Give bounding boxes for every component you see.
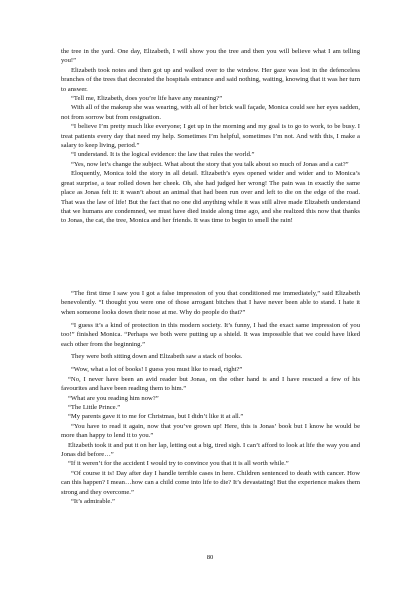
paragraph: Elizabeth took notes and then got up and walked over to the window. Her gaze was lost in the defenceless branches of the trees that decorated the hospitals entrance and said nothing, waiting, knowing that it was her turn to answer. xyxy=(61,66,360,93)
paragraph: They were both sitting down and Elizabeth saw a stack of books. xyxy=(71,353,243,361)
paragraph: “If it weren’t for the accident I would try to convince you that it is all worth while.” xyxy=(68,460,289,468)
paragraph: Elizabeth took it and put it on her lap, letting out a big, tired sigh. I can’t afford to look at life the way you and Jonas did before…” xyxy=(61,441,360,458)
paragraph: “You have to read it again, now that you’ve grown up! Here, this is Jonas’ book but I know he would be more than happy to lend it to you.” xyxy=(61,422,360,440)
paragraph: “Of course it is! Day after day I handle terrible cases in here. Children sentenced to death with cancer. How can this happen? I mean…how can a child come into life to die? It’s devastating! But the experience makes them strong and they overcome.” xyxy=(61,469,360,496)
paragraph: “Wow, what a lot of books! I guess you must like to read, right?” xyxy=(71,366,243,374)
page-number: 80 xyxy=(206,554,214,561)
paragraph: “Yes, now let’s change the subject. What about the story that you talk about so much of Jonas and a cat?” xyxy=(71,160,349,168)
paragraph: “What are you reading him now?” xyxy=(68,394,159,402)
paragraph: “My parents gave it to me for Christmas, but I didn’t like it at all.” xyxy=(68,413,244,421)
paragraph: “It’s admirable.” xyxy=(71,498,115,506)
paragraph: “I believe I’m pretty much like everyone; I get up in the morning and my goal is to go to work, to be busy. I treat patients every day that need my help. Sometimes I’m helpful, sometimes I’m not. And with this, I make a salary to keep living, period.” xyxy=(61,123,360,150)
paragraph: the tree in the yard. One day, Elizabeth, I will show you the tree and then you will believe what I am telling you!” xyxy=(61,48,360,65)
paragraph: Eloquently, Monica told the story in all detail. Elizabeth’s eyes opened wider and wider and to Monica’s great surprise, a tear rolled down her cheek. Oh, she had judged her wrong! The pain was in exactly the same place as Jonas felt it: it wasn’t about an animal that had been run over and left to die on the edge of the road. That was the law of life! But the fact that no one did anything while it was still alive made Elizabeth understand that we humans are condemned, we must have died inside along time ago, and she realized this now that thanks to Jonas, the cat, the tree, Monica and her friends. It was time to begin to smell the rain! xyxy=(61,170,360,225)
paragraph: “The first time I saw you I got a false impression of you that conditioned me immediately,” said Elizabeth benevolently. “I thought you were one of those arrogant bitches that I have never been able to stand. I hate it when someone looks down their nose at me. Why do people do that?” xyxy=(61,290,360,316)
paragraph: “Tell me, Elizabeth, does you’re life have any meaning?” xyxy=(71,95,223,103)
paragraph: “The Little Prince.” xyxy=(68,403,121,411)
paragraph: “No, I never have been an avid reader but Jonas, on the other hand is and I have rescued a few of his favourites and have been reading them to him.” xyxy=(61,375,360,393)
text-block-top xyxy=(61,47,360,226)
text-block-bottom xyxy=(61,289,360,506)
paragraph: With all of the makeup she was wearing, with all of her brick wall façade, Monica could see her eyes sadden, not from sorrow but from resignation. xyxy=(61,104,360,121)
paragraph: “I guess it’s a kind of protection in this modern society. It’s funny, I had the exact same impression of you too!” finished Monica. “Perhaps we both were putting up a shield. It was impossible that we could have liked each other from the beginning.” xyxy=(61,321,360,348)
paragraph: “I understand. It is the logical evidence: the law that rules the world.” xyxy=(71,151,255,159)
